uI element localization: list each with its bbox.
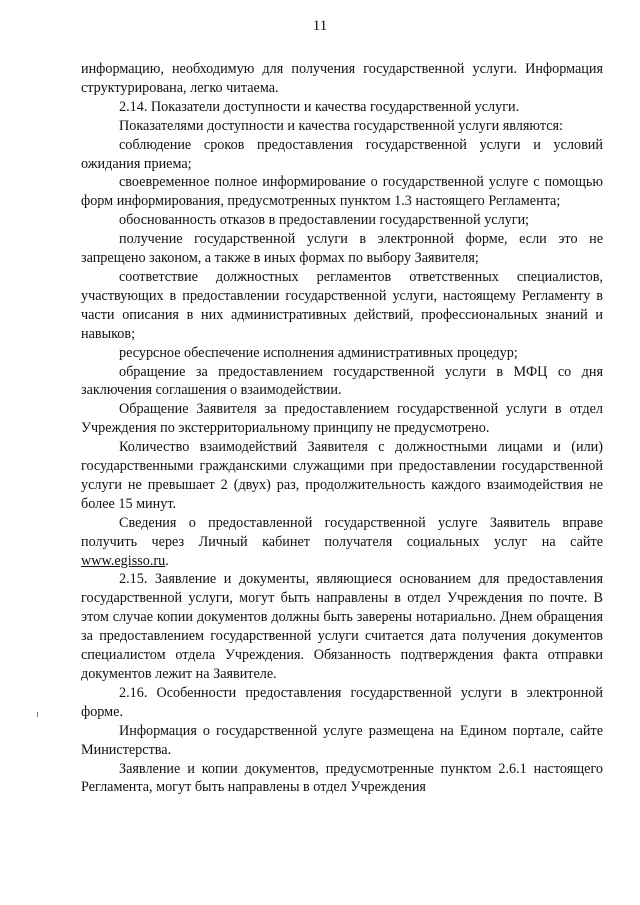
indicator-deadlines: соблюдение сроков предоставления государственной услуги и условий ожидания приема; bbox=[81, 136, 603, 172]
indicator-informing: своевременное полное информирование о государственной услуге с помощью форм информирования, предусмотренных пунктом 1.3 настоящего Регламента; bbox=[81, 174, 603, 210]
paragraph-continuation: информацию, необходимую для получения государственной услуги. Информация структурирована, легко читаема. bbox=[81, 61, 603, 96]
egisso-link[interactable]: www.egisso.ru bbox=[81, 552, 166, 569]
section-heading-2-14: 2.14. Показатели доступности и качества государственной услуги. bbox=[119, 98, 520, 115]
indicator-electronic: получение государственной услуги в электронной форме, если это не запрещено законом, а также в иных формах по выбору Заявителя; bbox=[81, 231, 603, 267]
paragraph-exterritorial: Обращение Заявителя за предоставлением государственной услуги в отдел Учреждения по экстерриториальному принципу не предусмотрено. bbox=[81, 401, 603, 437]
paragraph-application-copies: Заявление и копии документов, предусмотренные пунктом 2.6.1 настоящего Регламента, могут быть направлены в отдел Учреждения bbox=[81, 760, 603, 796]
indicator-resources: ресурсное обеспечение исполнения административных процедур; bbox=[119, 344, 518, 361]
section-2-15: 2.15. Заявление и документы, являющиеся основанием для предоставления государственной услуги, могут быть направлены в отдел Учреждения по почте. В этом случае копии документов должны быть заверены нотариально. Днем обращения за предоставлением государственной услуги считается дата получения документов специалистом отдела Учреждения. Обязанность подтверждения факта отправки документов лежит на Заявителе. bbox=[81, 571, 603, 682]
paragraph-indicators-intro: Показателями доступности и качества государственной услуги являются: bbox=[119, 117, 563, 134]
paragraph-interactions: Количество взаимодействий Заявителя с должностными лицами и (или) государственными гражданскими служащими при предоставлении государственной услуги не превышает 2 (двух) раз, продолжительность каждого взаимодействия не более 15 минут. bbox=[81, 439, 603, 512]
page-number: 11 bbox=[312, 18, 328, 34]
section-heading-2-16: 2.16. Особенности предоставления государственной услуги в электронной форме. bbox=[81, 684, 603, 720]
document-body bbox=[81, 60, 603, 797]
indicator-mfc: обращение за предоставлением государственной услуги в МФЦ со дня заключения соглашения о взаимодействии. bbox=[81, 363, 603, 399]
paragraph-portal-info: Информация о государственной услуге размещена на Едином портале, сайте Министерства. bbox=[81, 722, 603, 758]
indicator-refusals: обоснованность отказов в предоставлении государственной услуги; bbox=[119, 212, 530, 229]
indicator-regulations: соответствие должностных регламентов ответственных специалистов, участвующих в предоставлении государственной услуги, настоящему Регламенту в части описания в них административных действий, профессиональных знаний и навыков; bbox=[81, 268, 603, 342]
margin-mark bbox=[37, 712, 38, 717]
paragraph-personal-cabinet bbox=[81, 514, 603, 571]
personal-cabinet-end: . bbox=[165, 552, 169, 569]
personal-cabinet-text: Сведения о предоставленной государственной услуге Заявитель вправе получить через Личный кабинет получателя социальных услуг на сайте bbox=[81, 514, 603, 550]
